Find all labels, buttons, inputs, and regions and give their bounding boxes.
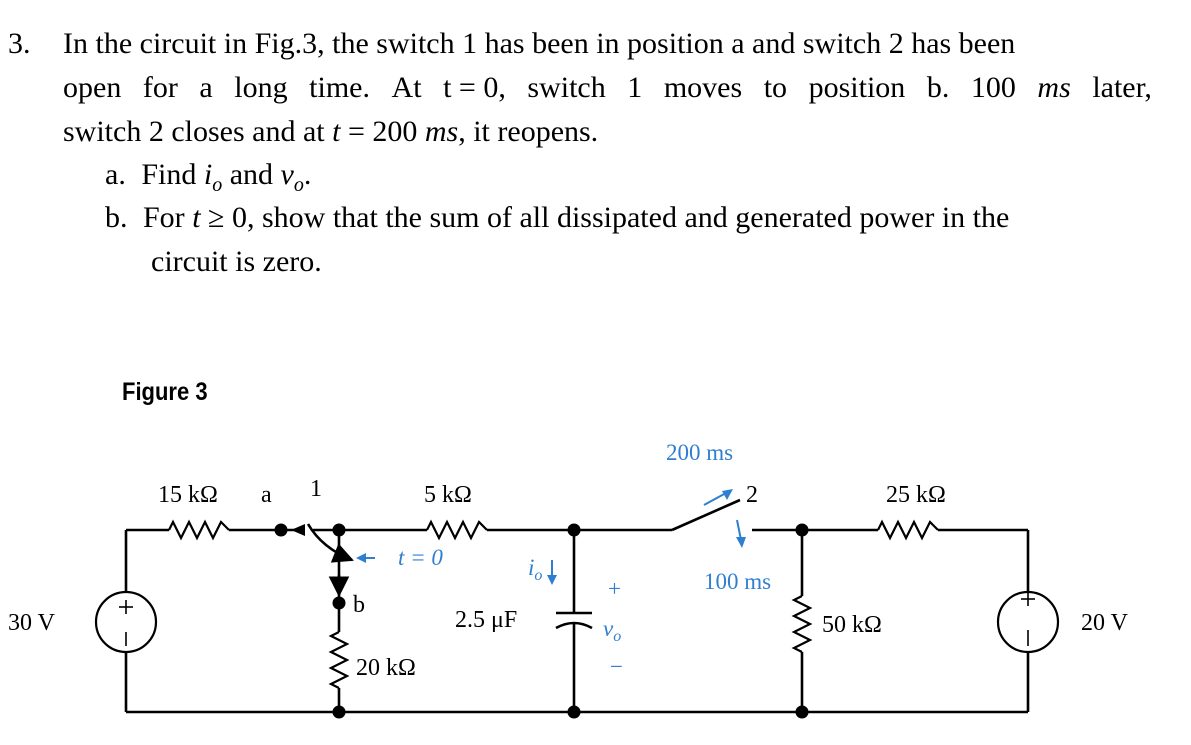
r50k-branch bbox=[794, 524, 810, 719]
word: a bbox=[199, 71, 213, 104]
capacitor-label: 2.5 μF bbox=[455, 607, 518, 633]
word: later, bbox=[1092, 71, 1152, 104]
resistor-25k bbox=[878, 522, 938, 538]
word: 100 bbox=[970, 71, 1016, 104]
figure-title: Figure 3 bbox=[122, 378, 208, 406]
switch-1-timing bbox=[356, 545, 443, 570]
switch-2-close-time: 100 ms bbox=[704, 569, 772, 594]
switch-1-label: 1 bbox=[310, 476, 322, 502]
node bbox=[568, 706, 581, 719]
resistor-15k bbox=[169, 522, 229, 538]
source-20v bbox=[998, 592, 1058, 652]
switch-1-time: t = 0 bbox=[398, 545, 443, 570]
problem-line-3: switch 2 closes and at t = 200 ms, it reopens. bbox=[63, 115, 599, 148]
resistor-20k bbox=[331, 632, 347, 688]
r1-label: 15 kΩ bbox=[158, 482, 218, 508]
switch-1 bbox=[275, 524, 353, 719]
part-a: a. Find $i_o$ and $v_o$. bbox=[105, 158, 312, 196]
word: open bbox=[63, 71, 122, 104]
problem-number: 3. bbox=[8, 27, 31, 60]
problem-line-1: In the circuit in Fig.3, the switch 1 has been in position a and switch 2 has been bbox=[63, 27, 1016, 60]
part-a-label: a. bbox=[105, 158, 126, 191]
capacitor-branch bbox=[547, 524, 592, 719]
word: 1 bbox=[627, 71, 643, 104]
word-math: t = 0, bbox=[443, 71, 506, 104]
word: moves bbox=[663, 71, 743, 104]
source-30v bbox=[96, 592, 156, 652]
part-b-line-2: circuit is zero. bbox=[151, 245, 322, 278]
part-b: b. For t ≥ 0, show that the sum of all dissipated and generated power in the bbox=[105, 201, 1010, 234]
word: to bbox=[763, 71, 788, 104]
part-b-label: b. bbox=[105, 201, 128, 234]
word: b. bbox=[926, 71, 950, 104]
current-io-label: $i_o$ bbox=[528, 555, 543, 584]
switch-1-a-label: a bbox=[261, 482, 272, 508]
word: long bbox=[234, 71, 288, 104]
resistor-5k bbox=[427, 522, 487, 538]
terminal-a bbox=[275, 524, 288, 537]
word: At bbox=[391, 71, 422, 104]
word: switch bbox=[527, 71, 606, 104]
resistor-50k bbox=[794, 596, 810, 652]
vo-plus: + bbox=[608, 576, 621, 601]
switch-2 bbox=[672, 489, 746, 548]
switch-1-arrow bbox=[291, 524, 305, 536]
switch-2-open-time: 200 ms bbox=[666, 440, 734, 465]
word-math: ms bbox=[1037, 71, 1071, 104]
r3-label: 20 kΩ bbox=[356, 655, 416, 681]
bottom-wires bbox=[126, 652, 1028, 712]
source-left-label: 30 V bbox=[8, 610, 55, 636]
r2-label: 5 kΩ bbox=[424, 482, 472, 508]
switch-2-label: 2 bbox=[746, 482, 758, 508]
word: time. bbox=[309, 71, 370, 104]
node bbox=[796, 706, 809, 719]
node bbox=[333, 706, 346, 719]
switch-1-b-label: b bbox=[353, 592, 365, 618]
r5-label: 25 kΩ bbox=[886, 482, 946, 508]
source-right-label: 20 V bbox=[1081, 610, 1128, 636]
word: for bbox=[142, 71, 178, 104]
r4-label: 50 kΩ bbox=[822, 612, 882, 638]
word: position bbox=[808, 71, 906, 104]
vo-minus: − bbox=[610, 654, 623, 679]
top-wires bbox=[126, 530, 1028, 592]
vo-label: $v_o$ bbox=[603, 616, 622, 645]
